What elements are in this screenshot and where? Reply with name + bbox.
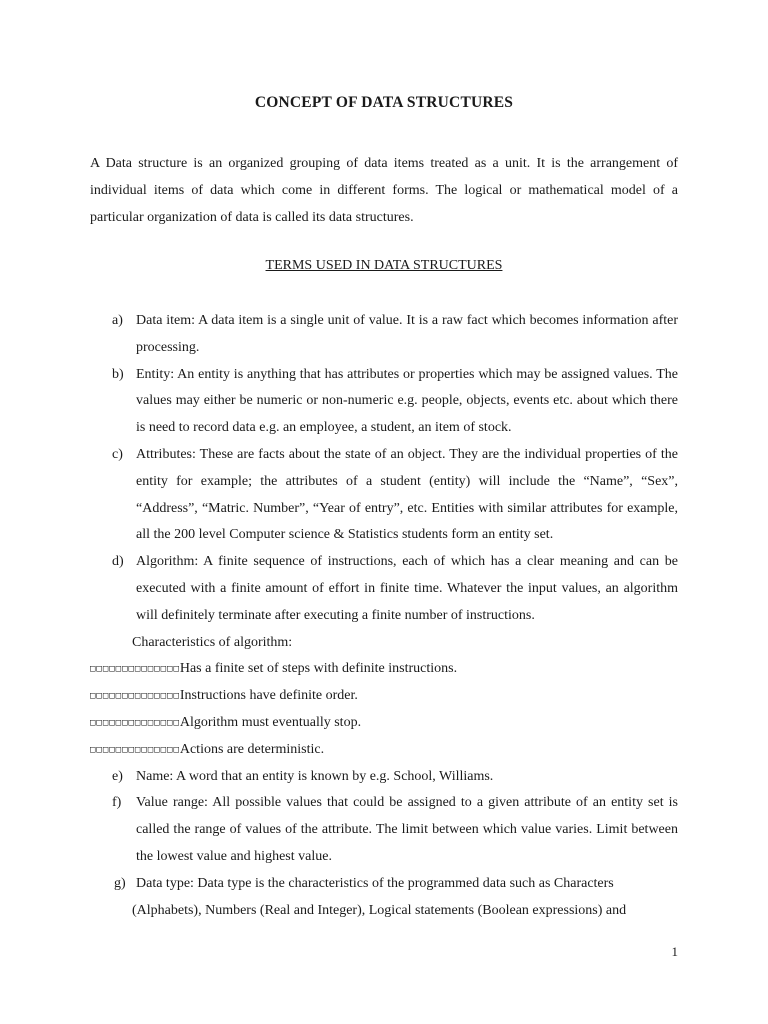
term-attributes — [0, 442, 678, 549]
term-text: Algorithm: A finite sequence of instructions, each of which has a clear meaning and can be executed with a finite amount of effort in finite time. Whatever the input values, an algorithm will definitely terminate after executing a finite number of instructions. — [136, 554, 678, 623]
bullet-glyph-boxes: □□□□□□□□□□□□□□ — [90, 691, 180, 702]
document-title: CONCEPT OF DATA STRUCTURES — [254, 94, 514, 111]
term-algorithm — [0, 549, 678, 629]
list-marker: d) — [112, 554, 124, 570]
characteristic-line — [0, 683, 768, 710]
page-number: 1 — [671, 944, 678, 959]
term-text: Entity: An entity is anything that has attributes or properties which may be assigned values. The values may either be numeric or non-numeric e.g. people, objects, events etc. about which there is need to record data e.g. an employee, a student, an item of stock. — [136, 366, 678, 436]
term-text: Attributes: These are facts about the state of an object. They are the individual properties of the entity for example; the attributes of a student (entity) will include the “Name”, “Sex”, “Address”, “Matric. Number”, “Year of entry”, etc. Entities with similar attributes for example, all the 200 level Computer science & Statistics students form an entity set. — [136, 446, 678, 543]
term-text: (Alphabets), Numbers (Real and Integer), Logical statements (Boolean expressions) and — [132, 902, 627, 918]
list-marker: a) — [112, 313, 123, 328]
term-entity — [0, 362, 678, 442]
list-marker: b) — [112, 366, 124, 382]
section-subheading: TERMS USED IN DATA STRUCTURES — [265, 258, 503, 273]
term-text: Data item: A data item is a single unit of value. It is a raw fact which becomes information after processing. — [136, 313, 678, 355]
characteristic-text: Has a finite set of steps with definite instructions. — [179, 661, 458, 677]
list-marker: c) — [112, 446, 123, 462]
bullet-glyph-boxes: □□□□□□□□□□□□□□ — [90, 664, 180, 675]
intro-paragraph: A Data structure is an organized grouping of data items treated as a unit. It is the arrangement of individual items of data which come in different forms. The logical or mathematical model of a particular organization of data is called its data structures. — [90, 156, 678, 225]
characteristic-text: Algorithm must eventually stop. — [179, 714, 362, 730]
term-data-type — [0, 871, 678, 898]
list-marker: f) — [112, 795, 122, 811]
list-marker: g) — [114, 875, 126, 891]
term-data-item — [0, 308, 678, 362]
characteristics-heading: Characteristics of algorithm: — [132, 634, 293, 650]
term-text: Name: A word that an entity is known by e.g. School, Williams. — [136, 768, 494, 784]
term-value-range — [0, 790, 678, 870]
term-data-type-continued — [0, 898, 674, 925]
characteristic-text: Actions are deterministic. — [179, 741, 325, 757]
term-name — [0, 764, 678, 791]
bullet-glyph-boxes: □□□□□□□□□□□□□□ — [90, 717, 180, 728]
bullet-glyph-boxes: □□□□□□□□□□□□□□ — [90, 744, 180, 755]
characteristic-line — [0, 737, 768, 764]
list-marker: e) — [112, 768, 123, 784]
term-text: Data type: Data type is the characteristics of the programmed data such as Characters — [136, 875, 614, 891]
characteristic-text: Instructions have definite order. — [179, 688, 358, 704]
characteristic-line — [0, 656, 768, 683]
terms-list — [0, 308, 768, 924]
characteristic-line — [0, 710, 768, 737]
term-text: Value range: All possible values that could be assigned to a given attribute of an entity set is called the range of values of the attribute. The limit between which value varies. Limit between the lowest value and highest value. — [136, 795, 678, 864]
